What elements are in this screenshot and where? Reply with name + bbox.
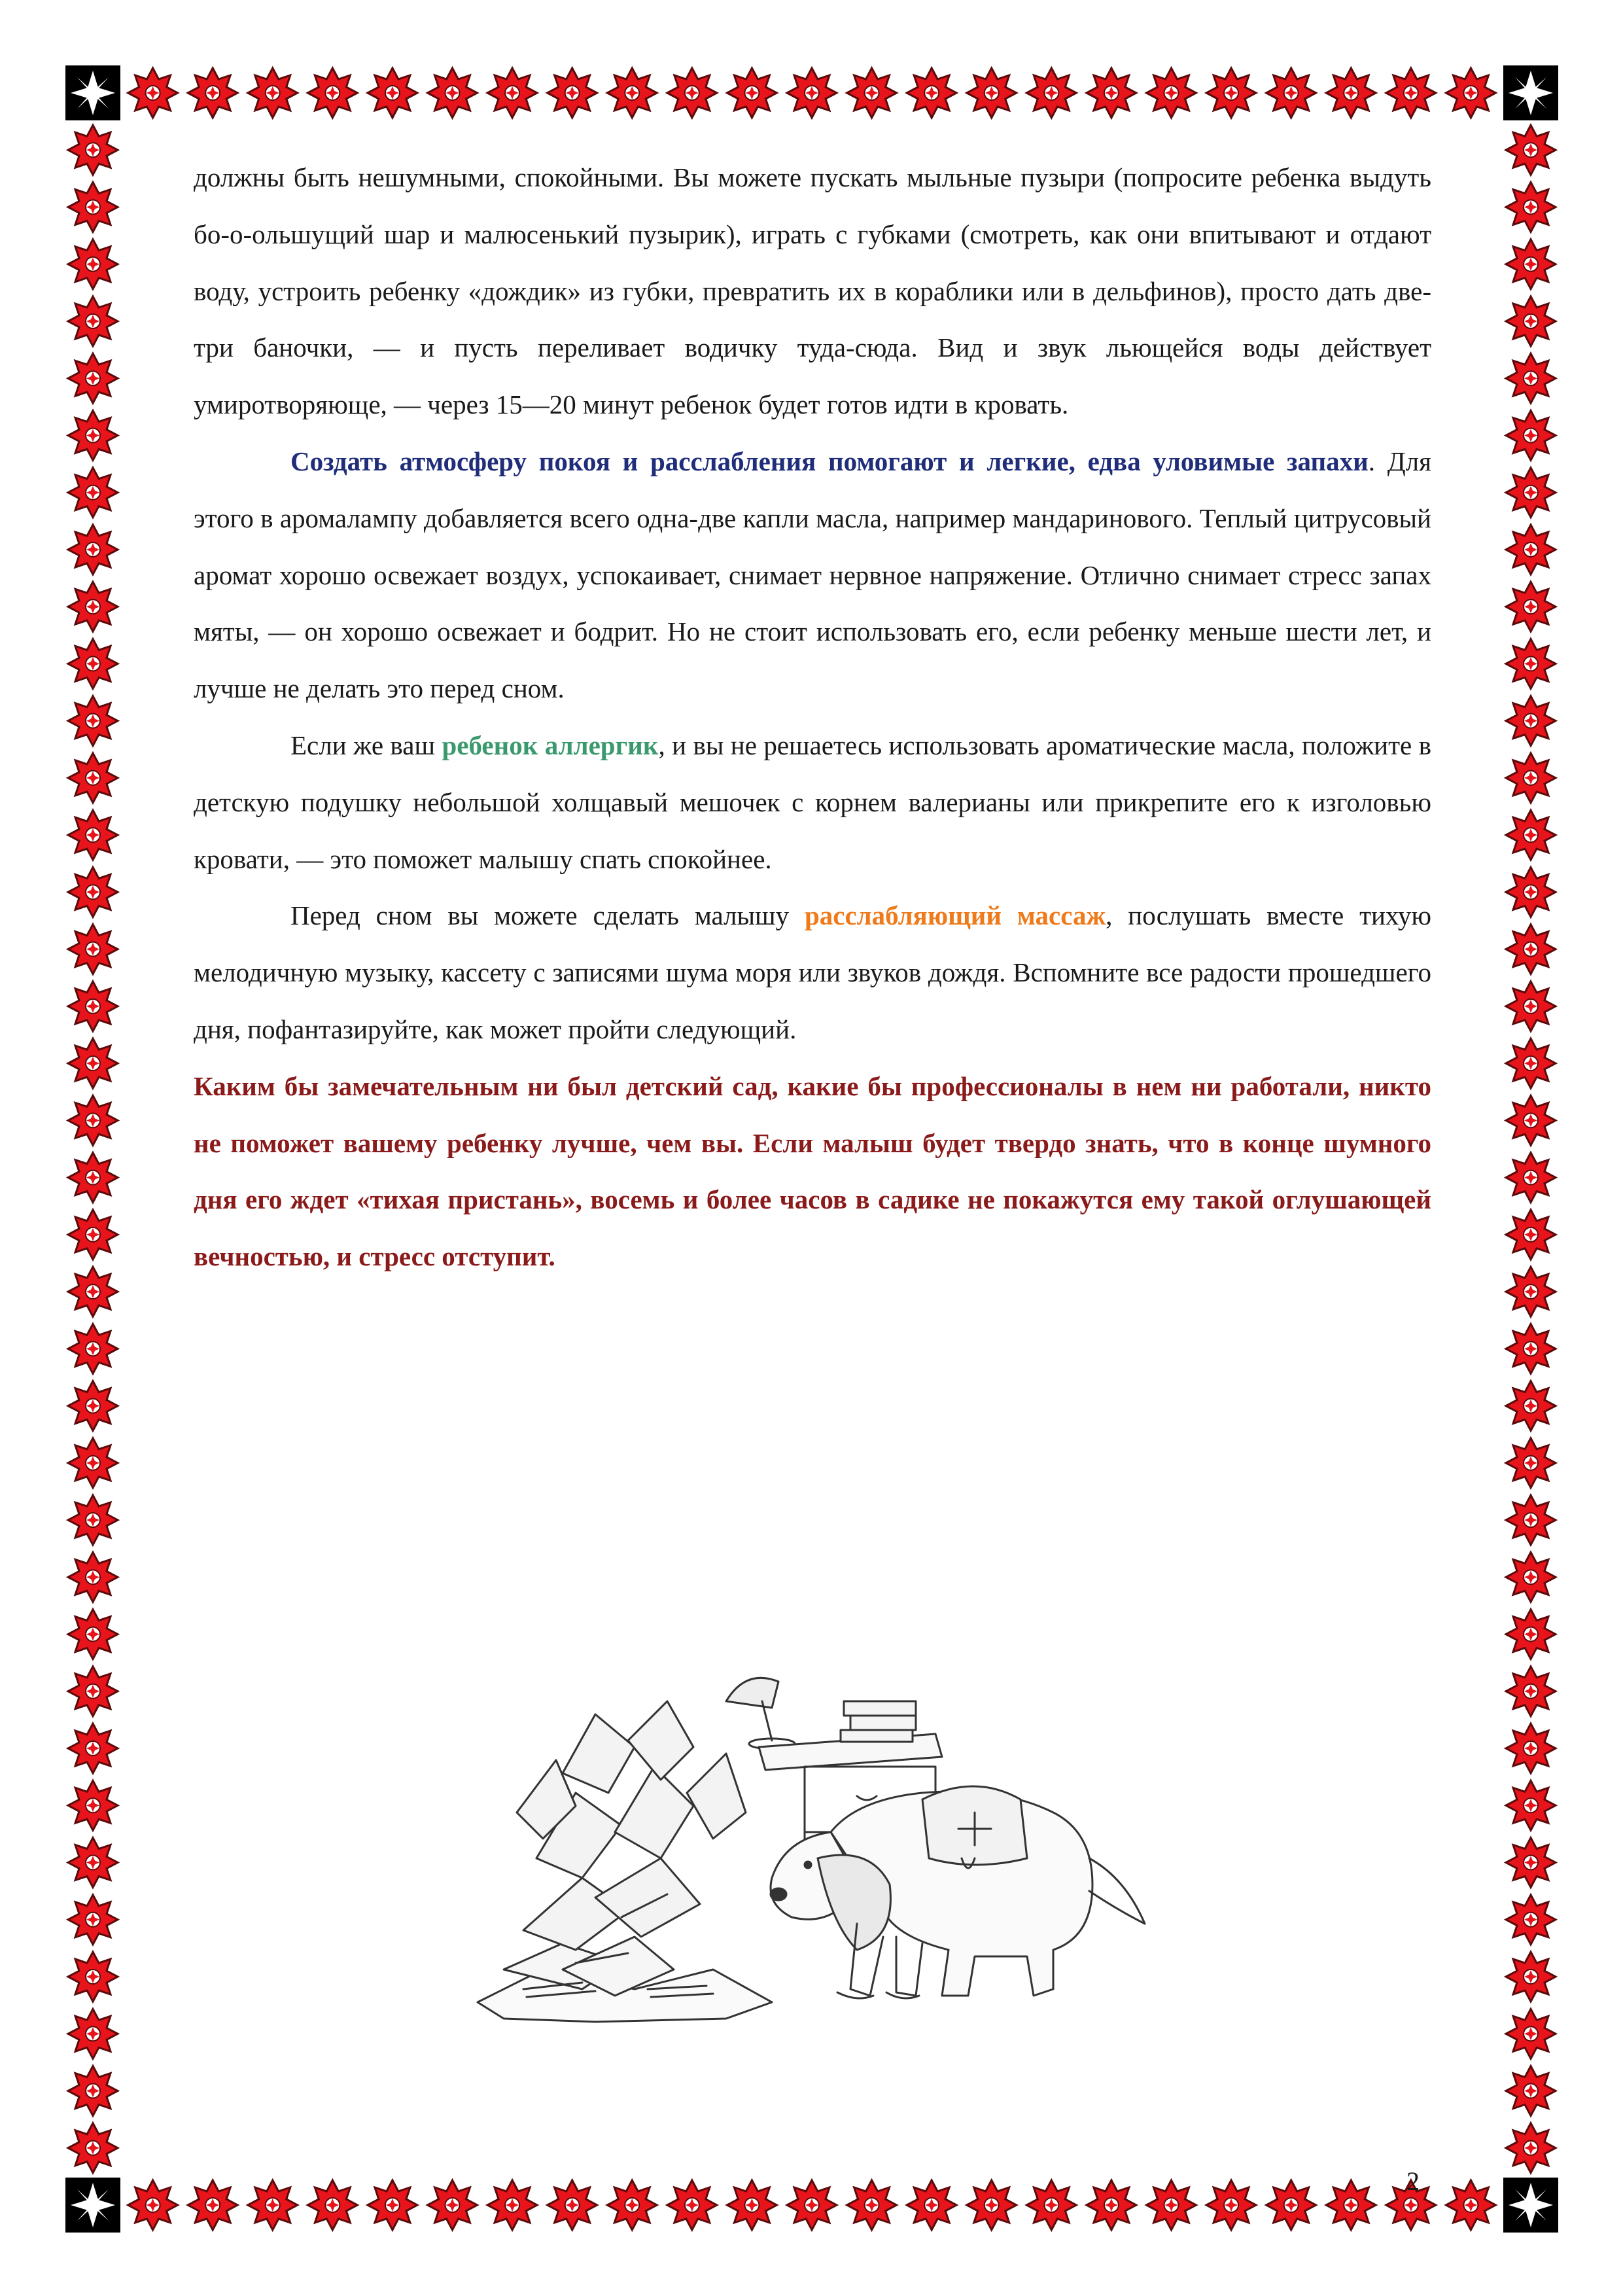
border-star	[1506, 810, 1556, 860]
border-star	[1506, 296, 1556, 346]
border-star	[68, 2066, 118, 2116]
border-star	[68, 239, 118, 289]
border-star	[68, 525, 118, 574]
border-star	[1206, 68, 1256, 118]
border-star	[1506, 696, 1556, 746]
border-star	[1386, 68, 1436, 118]
border-star	[1506, 2066, 1556, 2116]
dog-with-papers-illustration	[464, 1662, 1164, 2028]
border-star	[1506, 1438, 1556, 1488]
border-star	[487, 68, 537, 118]
border-star	[68, 1267, 118, 1316]
border-star	[1506, 1038, 1556, 1088]
border-star	[68, 1210, 118, 1260]
corner-ornament-top-right	[1503, 65, 1558, 120]
border-star	[68, 981, 118, 1031]
allergy-highlight: ребенок аллергик	[442, 730, 659, 760]
border-star	[1506, 182, 1556, 232]
border-star	[1206, 2180, 1256, 2230]
border-star	[1506, 753, 1556, 803]
allergy-text: , и вы не решаетесь использовать ароматические масла, положите в детскую подушку небольшой холщавый мешочек с корнем валерианы или прикрепите его к изголовью кровати, — это поможет малышу спать спокойнее.	[194, 730, 1432, 874]
border-star	[68, 1038, 118, 1088]
border-star	[1506, 1267, 1556, 1316]
paragraph-massage	[194, 887, 1431, 1057]
border-star	[68, 468, 118, 518]
border-star	[1506, 125, 1556, 175]
border-star	[1506, 867, 1556, 917]
border-star	[1506, 1780, 1556, 1830]
border-star	[1506, 1838, 1556, 1888]
border-star	[188, 68, 237, 118]
border-star	[1147, 2180, 1196, 2230]
aroma-highlight: Создать атмосферу покоя и расслабления помогают и легкие, едва уловимые запахи	[290, 446, 1369, 476]
border-star	[68, 2123, 118, 2173]
paragraph-bath-play: должны быть нешумными, спокойными. Вы можете пускать мыльные пузыри (попросите ребенка выдуть бо-о-ольшущий шар и малюсенький пузырик), играть с губками (смотреть, как они впитывают и отдают воду, устроить ребенку «дождик» из губки, превратить их в кораблики или в дельфинов), просто дать две-три баночки, — и пусть переливает водичку туда-сюда. Вид и звук льющейся воды действует умиротворяюще, — через 15—20 минут ребенок будет готов идти в кровать.	[194, 162, 1431, 420]
border-star	[1506, 525, 1556, 574]
border-star	[1506, 353, 1556, 403]
border-star	[68, 753, 118, 803]
border-star	[68, 1438, 118, 1488]
border-star	[68, 1895, 118, 1945]
border-star	[1506, 1095, 1556, 1145]
border-star	[307, 2180, 357, 2230]
border-star	[68, 1153, 118, 1203]
border-star	[68, 696, 118, 746]
border-star	[68, 1780, 118, 1830]
border-star	[68, 1723, 118, 1773]
border-star	[68, 296, 118, 346]
border-star	[1506, 639, 1556, 688]
page-number: 2	[1406, 2166, 1420, 2196]
paragraph-allergy	[194, 717, 1431, 887]
massage-intro: Перед сном вы можете сделать малышу	[290, 900, 805, 931]
border-star	[368, 68, 417, 118]
border-star	[68, 410, 118, 460]
border-star	[1266, 2180, 1316, 2230]
border-star	[68, 1095, 118, 1145]
border-star	[907, 68, 956, 118]
border-star	[787, 68, 837, 118]
border-star	[68, 1952, 118, 2002]
border-star	[1506, 1495, 1556, 1545]
border-star	[487, 2180, 537, 2230]
border-star	[428, 68, 478, 118]
border-star	[1506, 468, 1556, 518]
border-star	[68, 867, 118, 917]
border-star	[907, 2180, 956, 2230]
border-star	[1147, 68, 1196, 118]
border-star	[68, 1324, 118, 1373]
massage-highlight: расслабляющий массаж	[804, 900, 1106, 931]
border-star	[128, 68, 178, 118]
border-star	[1446, 68, 1495, 118]
border-star	[1506, 981, 1556, 1031]
border-star	[68, 1381, 118, 1431]
border-star	[68, 353, 118, 403]
border-star	[548, 2180, 597, 2230]
border-star	[68, 582, 118, 631]
border-star	[188, 2180, 237, 2230]
border-star	[1506, 925, 1556, 974]
border-star	[68, 639, 118, 688]
closing-paragraph: Каким бы замечательным ни был детский сад, какие бы профессионалы в нем ни работали, никто не поможет вашему ребенку лучше, чем вы. Если малыш будет твердо знать, что в конце шумного дня его ждет «тихая пристань», восемь и более часов в садике не покажутся ему такой оглушающей вечностью, и стресс отступит.	[194, 1070, 1431, 1272]
border-star	[428, 2180, 478, 2230]
border-star	[1506, 1381, 1556, 1431]
allergy-intro: Если же ваш	[290, 730, 442, 760]
border-star	[68, 810, 118, 860]
border-star	[1506, 2009, 1556, 2058]
massage-text: , послушать вместе тихую мелодичную музыку, кассету с записями шума моря или звуков дождя. Вспомните все радости прошедшего дня, пофантазируйте, как может пройти следующий.	[194, 900, 1432, 1044]
border-star	[1506, 1210, 1556, 1260]
border-star	[68, 125, 118, 175]
border-star	[1087, 2180, 1136, 2230]
border-star	[248, 68, 298, 118]
corner-ornament-bottom-right	[1503, 2178, 1558, 2233]
border-star	[248, 2180, 298, 2230]
border-star	[667, 2180, 717, 2230]
border-star	[1506, 1610, 1556, 1659]
border-star	[128, 2180, 178, 2230]
border-star	[68, 1552, 118, 1602]
corner-ornament-top-left	[65, 65, 120, 120]
border-star	[1506, 1952, 1556, 2002]
border-star	[787, 2180, 837, 2230]
border-star	[1506, 1667, 1556, 1716]
border-star	[68, 1838, 118, 1888]
border-star	[68, 925, 118, 974]
border-star	[68, 2009, 118, 2058]
border-star	[727, 2180, 777, 2230]
border-star	[967, 2180, 1017, 2230]
border-star	[1506, 2123, 1556, 2173]
paragraph-aroma	[194, 433, 1431, 717]
border-star	[307, 68, 357, 118]
border-star	[1506, 239, 1556, 289]
border-star	[1506, 582, 1556, 631]
border-star	[1506, 1895, 1556, 1945]
border-star	[1026, 2180, 1076, 2230]
border-star	[607, 2180, 657, 2230]
border-star	[1506, 1723, 1556, 1773]
border-star	[1506, 410, 1556, 460]
border-star	[368, 2180, 417, 2230]
border-star	[847, 68, 897, 118]
border-star	[68, 1667, 118, 1716]
border-star	[1266, 68, 1316, 118]
border-star	[727, 68, 777, 118]
border-star	[1506, 1552, 1556, 1602]
corner-ornament-bottom-left	[65, 2178, 120, 2233]
border-star	[967, 68, 1017, 118]
border-star	[1446, 2180, 1495, 2230]
border-star	[1026, 68, 1076, 118]
border-star	[1506, 1324, 1556, 1373]
border-star	[548, 68, 597, 118]
border-star	[607, 68, 657, 118]
border-star	[1087, 68, 1136, 118]
border-star	[1326, 68, 1376, 118]
border-star	[667, 68, 717, 118]
main-text	[194, 149, 1431, 1285]
border-star	[847, 2180, 897, 2230]
border-star	[68, 182, 118, 232]
border-star	[68, 1610, 118, 1659]
border-star	[1506, 1153, 1556, 1203]
border-star	[68, 1495, 118, 1545]
border-star	[1326, 2180, 1376, 2230]
aroma-text: . Для этого в аромалампу добавляется всего одна-две капли масла, например мандаринового. Теплый цитрусовый аромат хорошо освежает воздух, успокаивает, снимает нервное напряжение. Отлично снимает стресс запах мяты, — он хорошо освежает и бодрит. Но не стоит использовать его, если ребенку меньше шести лет, и лучше не делать это перед сном.	[194, 446, 1431, 704]
